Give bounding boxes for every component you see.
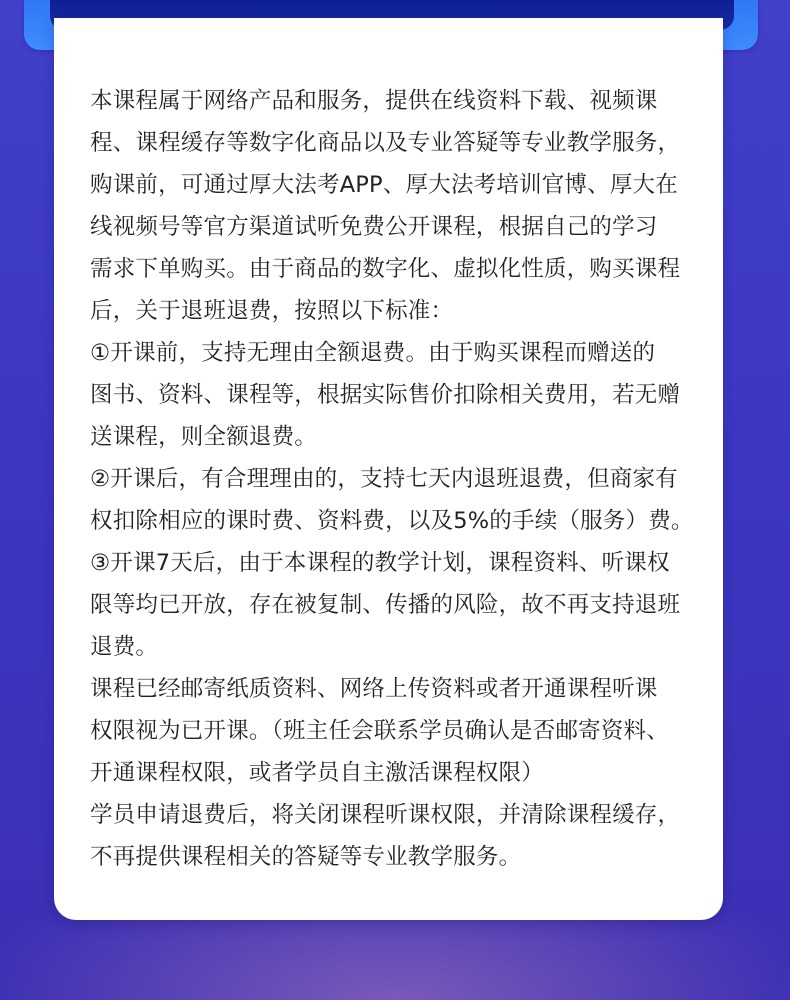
policy-rule-3: ③开课7天后，由于本课程的教学计划，课程资料、听课权 限等均已开放，存在被复制、传播的风险，故不再支持退班 退费。: [90, 550, 681, 660]
policy-note-after-refund: 学员申请退费后，将关闭课程听课权限，并清除课程缓存， 不再提供课程相关的答疑等专业教学服务。: [90, 802, 681, 870]
policy-rule-1: ①开课前，支持无理由全额退费。由于购买课程而赠送的 图书、资料、课程等，根据实际售价扣除相关费用，若无赠 送课程，则全额退费。: [90, 340, 681, 450]
refund-policy-text: [90, 80, 700, 878]
policy-intro: 本课程属于网络产品和服务，提供在线资料下载、视频课 程、课程缓存等数字化商品以及专业答疑等专业教学服务， 购课前，可通过厚大法考APP、厚大法考培训官博、厚大在 线视频号等官方渠道试听免费公开课程，根据自己的学习 需求下单购买。由于商品的数字化、虚拟化性质，购买课程 后，关于退班退费，按照以下标准：: [90, 88, 681, 324]
policy-rule-2: ②开课后，有合理理由的，支持七天内退班退费，但商家有 权扣除相应的课时费、资料费，以及5%的手续（服务）费。: [90, 466, 694, 534]
policy-note-started: 课程已经邮寄纸质资料、网络上传资料或者开通课程听课 权限视为已开课。（班主任会联系学员确认是否邮寄资料、 开通课程权限，或者学员自主激活课程权限）: [90, 676, 669, 786]
